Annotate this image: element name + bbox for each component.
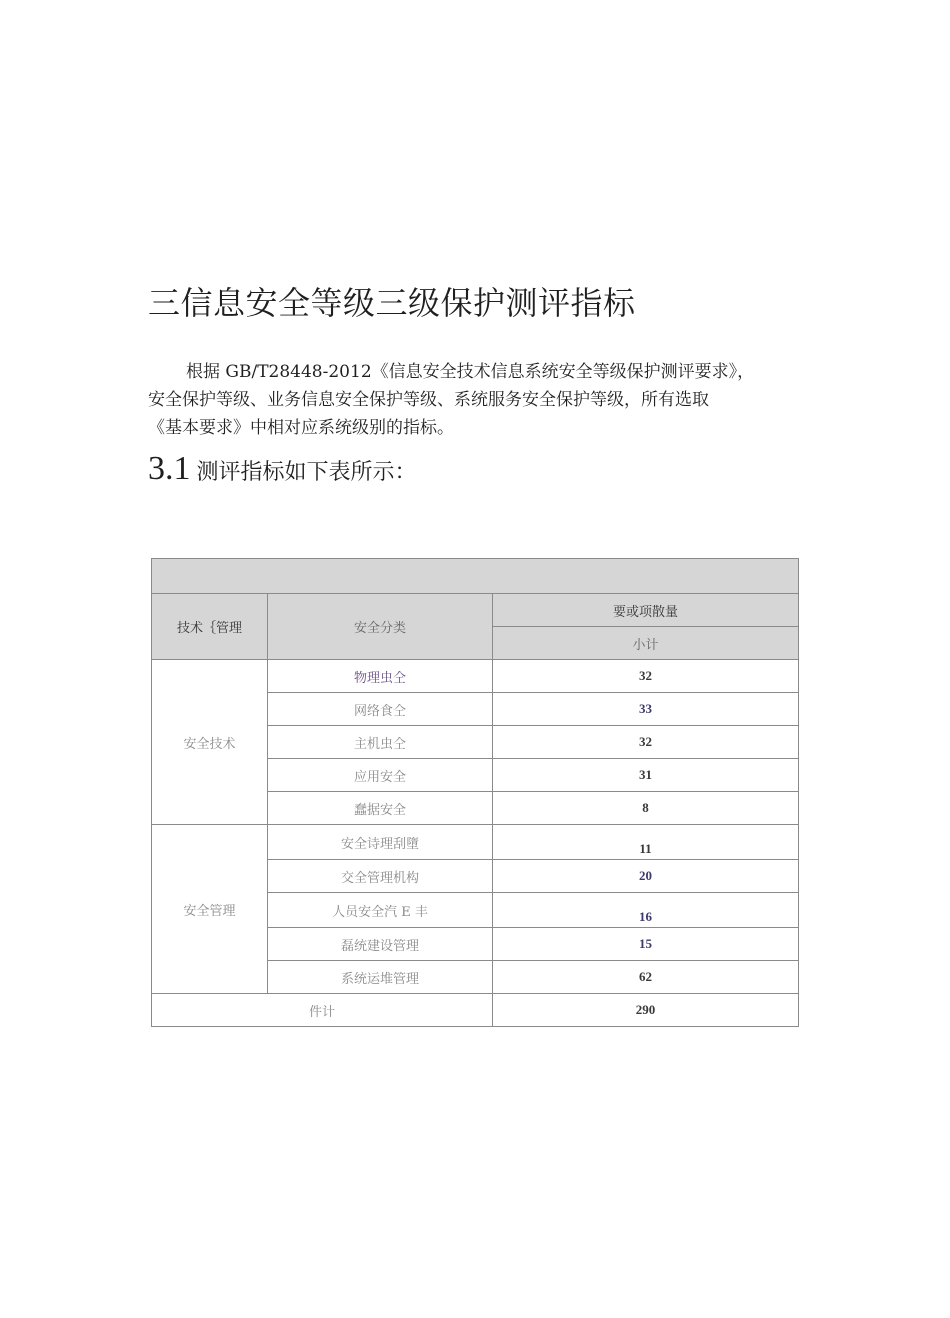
intro-line-3: 《基本要求》中相对应系统级别的指标。	[148, 418, 454, 438]
total-label: 件计	[152, 994, 493, 1027]
row-count: 33	[493, 693, 799, 726]
table-row	[152, 660, 799, 693]
row-count: 8	[493, 792, 799, 825]
group-label-tech: 安全技术	[152, 660, 268, 825]
row-category: 应用安全	[268, 759, 493, 792]
row-count: 62	[493, 961, 799, 994]
table-caption	[152, 559, 799, 594]
header-tech-management: 技术｛管理	[152, 594, 268, 660]
row-category: 磊统建设管理	[268, 928, 493, 961]
header-security-category: 安全分类	[268, 594, 493, 660]
row-count: 20	[493, 860, 799, 893]
row-category: 蠢据安全	[268, 792, 493, 825]
row-category: 网络食仝	[268, 693, 493, 726]
table-total-row	[152, 994, 799, 1027]
metrics-table	[151, 558, 799, 1027]
table-header-row	[152, 594, 799, 627]
row-count: 32	[493, 660, 799, 693]
total-count: 290	[493, 994, 799, 1027]
row-category: 安全诗理刮墮	[268, 825, 493, 860]
table-row	[152, 825, 799, 860]
header-subtotal: 小计	[493, 627, 799, 660]
intro-line-1: 根据 GB/T28448-2012《信息安全技术信息系统安全等级保护测评要求》，	[186, 362, 755, 382]
page-title: 三信息安全等级三级保护测评指标	[148, 284, 636, 322]
row-category: 人员安全汽 E 丰	[268, 893, 493, 928]
header-item-count: 要或项散量	[493, 594, 799, 627]
row-count: 32	[493, 726, 799, 759]
row-count: 15	[493, 928, 799, 961]
section-number: 3.1	[148, 450, 191, 487]
intro-line-2: 安全保护等级、业务信息安全保护等级、系统服务安全保护等级，所有选取	[148, 390, 709, 410]
table-caption-row	[152, 559, 799, 594]
row-category: 系统运堆管理	[268, 961, 493, 994]
group-label-management: 安全管理	[152, 825, 268, 994]
row-count: 31	[493, 759, 799, 792]
row-category: 物理虫仝	[268, 660, 493, 693]
row-category: 主机虫仝	[268, 726, 493, 759]
section-text: 测评指标如下表所示：	[196, 460, 417, 485]
row-count: 16	[493, 893, 799, 928]
row-category: 交全管理机构	[268, 860, 493, 893]
row-count: 11	[493, 825, 799, 860]
section-heading	[148, 450, 417, 488]
intro-paragraph	[148, 358, 788, 442]
